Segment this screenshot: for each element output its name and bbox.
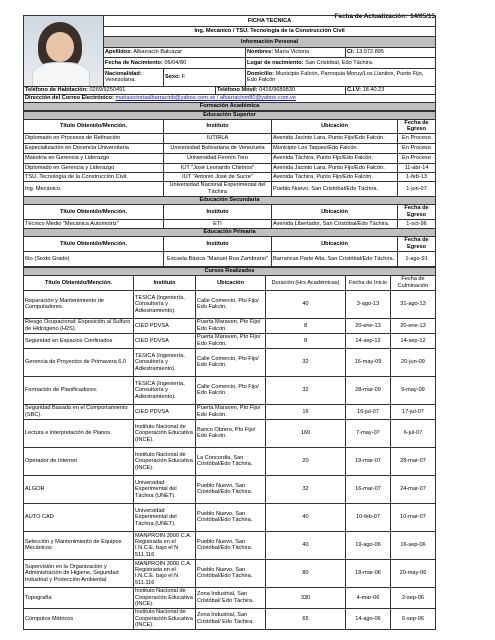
table-row <box>24 447 436 475</box>
cell-title: ALGOR <box>24 475 134 503</box>
cell-location: La Concordia, San Cristóbal/Edo Táchira. <box>196 447 266 475</box>
col-title: Título Obtenido/Mención. <box>24 204 164 219</box>
col-location: Ubicación <box>272 236 398 251</box>
cell-institute: Instituto Nacional de Cooperación Educativa (INCE). <box>134 587 196 608</box>
civ-label: C.I.V: <box>347 87 361 94</box>
ficha-tecnica-sheet <box>23 15 435 630</box>
cell-title: Seguridad en Espacios Confinados <box>24 333 134 348</box>
cell-end: 9-may-09 <box>391 376 436 404</box>
cell-duration: 20 <box>266 447 346 475</box>
cell-location: Calle Comercio, Pto Fijo/ Edo Falcón. <box>196 290 266 318</box>
cell-end: 31-ago-13 <box>391 290 436 318</box>
primaria-heading: Educación Primaria <box>24 228 436 236</box>
col-institute: Instituto <box>164 120 272 134</box>
col-duration: Duración (Hrs Académicas) <box>266 275 346 290</box>
cell-location: Municipio Los Taques/Edo Falcón. <box>272 143 398 153</box>
col-start-date: Fecha de Inicio <box>346 275 391 290</box>
sex-value: F <box>181 74 186 81</box>
col-graduation-date: Fecha de Egreso <box>398 120 436 134</box>
cell-title: Selección y Mantenimiento de Equipos Mecánicos <box>24 531 134 559</box>
cell-end: 20-ene-13 <box>391 318 436 333</box>
cell-location: Pueblo Nuevo, San Cristóbal/Edo Táchira. <box>272 181 398 196</box>
cell-location: Avenida Jacinto Lara, Punto Fijo/Edo Falcón. <box>272 163 398 172</box>
nombres-value: María Victoria <box>274 49 310 56</box>
table-row <box>24 376 436 404</box>
cell-start: 3-ago-13 <box>346 290 391 318</box>
sex-field <box>164 68 246 86</box>
cell-end: 2-sep-06 <box>391 587 436 608</box>
apellidos-field <box>104 47 246 58</box>
civ-field <box>346 87 436 95</box>
superior-heading: Educación Superior <box>24 112 436 120</box>
cell-duration: 80 <box>266 559 346 587</box>
cell-location: Avenida Jacinto Lara, Punto Fijo/Edo Falcón. <box>272 133 398 143</box>
table-row <box>24 153 436 163</box>
apellidos-value: Albarracín Balcázar <box>133 49 183 56</box>
nationality-label: Nacionalidad: <box>105 70 142 77</box>
secundaria-header-row <box>24 204 436 219</box>
cell-date: 1-oct-96 <box>398 219 436 228</box>
table-row <box>24 290 436 318</box>
mobile-phone-value: 0416/9689830 <box>259 87 295 94</box>
sex-label: Sexo: <box>165 74 181 81</box>
birth-date-value: 06/04/80 <box>164 59 187 66</box>
cell-title: Diplomado en Gerencia y Liderazgo <box>24 163 164 172</box>
cell-location: Pueblo Nuevo, San Cristóbal/Edo Táchira. <box>196 559 266 587</box>
profile-photo-cell <box>24 16 104 87</box>
cell-institute: IUT "Antonio José de Sucre" <box>164 172 272 181</box>
personal-section-heading: Información Personal <box>104 37 436 48</box>
cell-location: Pueblo Nuevo, San Cristóbal/Edo Táchira. <box>196 531 266 559</box>
email-field <box>24 95 436 103</box>
cell-title: Especialización en Docencia Universitaria <box>24 143 164 153</box>
cell-date: 1-feb-13 <box>398 172 436 181</box>
cell-date: En Proceso <box>398 143 436 153</box>
cell-start: 16-may-09 <box>346 348 391 376</box>
profile-photo <box>24 16 103 86</box>
cell-title: Supervisión en la Organización y Administración de Higiene, Seguridad Industrial y Protección Ambiental. <box>24 559 134 587</box>
col-end-date: Fecha de Culminación <box>391 275 436 290</box>
cell-location: Puerta Maraven, Pto Fijo/ Edo Falcón. <box>196 318 266 333</box>
ci-field <box>346 47 436 58</box>
table-row <box>24 531 436 559</box>
secundaria-heading: Educación Secundaria <box>24 196 436 204</box>
cell-location: Avenida Táchira, Punto Fijo/Edo Falcón. <box>272 153 398 163</box>
apellidos-label: Apellidos: <box>105 49 133 56</box>
table-row <box>24 181 436 196</box>
table-row <box>24 348 436 376</box>
cell-institute: Escuela Básica "Manuel Roa Zambrano" <box>164 251 272 266</box>
home-phone-field <box>24 87 216 95</box>
ci-label: CI: <box>347 49 355 56</box>
cell-title: 6to (Sexto Grado) <box>24 251 164 266</box>
cell-title: AUTO CAD <box>24 503 134 531</box>
cell-location: Pueblo Nuevo, San Cristóbal/Edo Táchira. <box>196 503 266 531</box>
cell-end: 20-jun-09 <box>391 348 436 376</box>
table-row <box>24 163 436 172</box>
table-row <box>24 475 436 503</box>
cell-start: 20-ene-13 <box>346 318 391 333</box>
cell-institute: MANPROIN 3000 C.A. Registrada en el I.N.C.E. bajo el N 511.116 <box>134 559 196 587</box>
cell-start: 18-mar-06 <box>346 559 391 587</box>
cell-institute: Instituto Nacional de Cooperación Educativa (INCE). <box>134 419 196 447</box>
nationality-field <box>104 68 164 86</box>
ci-value: 13.972.895 <box>356 49 385 56</box>
birth-date-field <box>104 58 246 69</box>
cell-duration: 16 <box>266 404 346 419</box>
col-institute: Instituto <box>134 275 196 290</box>
cell-end: 6-jul-07 <box>391 419 436 447</box>
cell-start: 14-sep-12 <box>346 333 391 348</box>
courses-heading: Cursos Realizados <box>24 267 436 275</box>
table-row <box>24 318 436 333</box>
cell-duration: 8 <box>266 318 346 333</box>
cell-institute: Universidad Experimental del Táchira (UNET). <box>134 475 196 503</box>
table-row <box>24 503 436 531</box>
col-title: Título Obtenido/Mención. <box>24 236 164 251</box>
cell-start: 16-jul-07 <box>346 404 391 419</box>
cell-duration: 32 <box>266 376 346 404</box>
col-location: Ubicación <box>272 120 398 134</box>
col-graduation-date: Fecha de Egreso <box>398 204 436 219</box>
birth-place-value: San Cristóbal, Edo Táchira. <box>305 59 374 66</box>
cell-duration: 32 <box>266 348 346 376</box>
cell-title: Formación de Planificadores. <box>24 376 134 404</box>
cell-institute: Universidad Experimental del Táchira (UNET). <box>134 503 196 531</box>
table-row <box>24 133 436 143</box>
cell-duration: 40 <box>266 290 346 318</box>
cell-title: Ing. Mecánico. <box>24 181 164 196</box>
cell-title: Reparación y Mantenimiento de Computadores. <box>24 290 134 318</box>
cell-start: 7-may-07 <box>346 419 391 447</box>
table-row <box>24 587 436 608</box>
cell-duration: 8 <box>266 333 346 348</box>
nationality-value: Venezolana. <box>105 77 136 84</box>
civ-value: 18.40.23 <box>362 87 385 94</box>
cell-title: Maestría en Gerencia y Liderazgo <box>24 153 164 163</box>
cell-institute: TESICA (Ingeniería, Consultoría y Adiestramiento). <box>134 376 196 404</box>
cell-institute: MANPROIN 3000 C.A. Registrada en el I.N.C.E. bajo el N 511.116 <box>134 531 196 559</box>
table-row <box>24 559 436 587</box>
col-institute: Instituto <box>164 236 272 251</box>
cell-duration: 160 <box>266 419 346 447</box>
primaria-header-row <box>24 236 436 251</box>
cell-title: Cómputos Métricos <box>24 608 134 629</box>
cell-end: 17-jul-07 <box>391 404 436 419</box>
courses-header-row <box>24 275 436 290</box>
cell-duration: 330 <box>266 587 346 608</box>
col-location: Ubicación <box>196 275 266 290</box>
mobile-phone-field <box>216 87 346 95</box>
col-location: Ubicación <box>272 204 398 219</box>
address-label: Domicilio: <box>247 70 275 77</box>
cell-start: 19-ago-06 <box>346 531 391 559</box>
cell-title: Técnico Medio "Mecánica Automotriz" <box>24 219 164 228</box>
cell-end: 14-sep-12 <box>391 333 436 348</box>
cell-institute: CIED PDVSA <box>134 333 196 348</box>
personal-info-table <box>23 15 436 111</box>
cell-location: Banco Obrero, Pto Fijo/ Edo Falcón. <box>196 419 266 447</box>
cell-location: Calle Comercio, Pto Fijo/ Edo Falcón. <box>196 376 266 404</box>
academic-section-heading: Formación Académica <box>24 103 436 111</box>
cell-institute: CIED PDVSA <box>134 318 196 333</box>
table-row <box>24 251 436 266</box>
email-value: mariavictoriaalbarracinb@yahoo.com.ve / albarracinm80@yahoo.com.ve <box>115 95 296 102</box>
col-title: Título Obtenido/Mención. <box>24 120 164 134</box>
cell-location: Puerta Maraven, Pto Fijo/ Edo Falcón. <box>196 333 266 348</box>
nombres-label: Nombres: <box>247 49 274 56</box>
cell-location: Avenida Táchira, Punto Fijo/Edo Falcón. <box>272 172 398 181</box>
courses-table <box>23 267 436 630</box>
cell-end: 24-mar-07 <box>391 475 436 503</box>
cell-end: 16-sep-06 <box>391 531 436 559</box>
sheet-subtitle: Ing. Mecánico / TSU. Tecnología de la Construcción Civil <box>104 26 436 37</box>
mobile-phone-label: Teléfono Móvil: <box>217 87 258 94</box>
birth-date-label: Fecha de Nacimiento: <box>105 59 163 66</box>
home-phone-label: Teléfono de Habitación: <box>25 87 88 94</box>
cell-institute: TESICA (Ingeniería, Consultoría y Adiestramiento). <box>134 290 196 318</box>
cell-location: Zona Industrial, San Cristóbal/ Edo Táchira. <box>196 608 266 629</box>
col-graduation-date: Fecha de Egreso <box>398 236 436 251</box>
cell-location: Calle Comercio, Pto Fijo/ Edo Falcón. <box>196 348 266 376</box>
cell-location: Pueblo Nuevo, San Cristóbal/Edo Táchira. <box>196 475 266 503</box>
cell-date: 1-ago-91 <box>398 251 436 266</box>
cell-end: 28-mar-07 <box>391 447 436 475</box>
sheet-title: FICHA TECNICA <box>104 16 436 27</box>
cell-location: Puerta Maraven, Pto Fijo/ Edo Falcón. <box>196 404 266 419</box>
cell-title: Riesgo Ocupacional: Exposición al Sulfuro de Hidrógeno (H2S). <box>24 318 134 333</box>
table-row <box>24 219 436 228</box>
cell-start: 19-mar-07 <box>346 447 391 475</box>
cell-title: Topografía <box>24 587 134 608</box>
cell-institute: Instituto Nacional de Cooperación Educativa (INCE). <box>134 447 196 475</box>
education-table <box>23 111 436 267</box>
cell-title: Operador de Internet <box>24 447 134 475</box>
cell-institute: ETI <box>164 219 272 228</box>
superior-header-row <box>24 120 436 134</box>
cell-title: Gerencia de Proyectos de Primavera 6.0 <box>24 348 134 376</box>
cell-institute: Universidad Fermín Toro <box>164 153 272 163</box>
home-phone-value: 0269/9250491 <box>89 87 126 94</box>
col-institute: Instituto <box>164 204 272 219</box>
cell-institute: TESICA (Ingeniería, Consultoría y Adiestramiento). <box>134 348 196 376</box>
cell-start: 14-ago-06 <box>346 608 391 629</box>
cell-institute: Universidad Nacional Experimental del Táchira <box>164 181 272 196</box>
cell-institute: Universidad Bolivariana de Venezuela <box>164 143 272 153</box>
cell-date: En Proceso <box>398 153 436 163</box>
cell-title: Lectura e interpretación de Planos. <box>24 419 134 447</box>
cell-end: 6-sep-06 <box>391 608 436 629</box>
cell-institute: IUT "José Leonardo Chirinos" <box>164 163 272 172</box>
cell-location: Avenida Libertador, San Cristóbal/Edo Táchira. <box>272 219 398 228</box>
address-value: Municipio Falcón, Parroquia Moruy/Los Llanitos, Punto Fijo, Edo Falcón <box>247 70 424 84</box>
cell-duration: 32 <box>266 475 346 503</box>
cell-end: 20-may-06 <box>391 559 436 587</box>
cell-title: TSU. Tecnología de la Construcción Civil. <box>24 172 164 181</box>
birth-place-field <box>246 58 436 69</box>
cell-title: Diplomado en Procesos de Refinación <box>24 133 164 143</box>
table-row <box>24 608 436 629</box>
cell-end: 10-mar-07 <box>391 503 436 531</box>
email-label: Dirección del Correo Electrónico: <box>25 95 114 102</box>
cell-date: 11-abr-14 <box>398 163 436 172</box>
table-row <box>24 404 436 419</box>
birth-place-label: Lugar de nacimiento: <box>247 59 304 66</box>
cell-start: 28-mar-09 <box>346 376 391 404</box>
table-row <box>24 143 436 153</box>
update-date-value: 14/05/15 <box>410 13 435 20</box>
table-row <box>24 172 436 181</box>
cell-date: 1-jun-07 <box>398 181 436 196</box>
table-row <box>24 419 436 447</box>
nombres-field <box>246 47 346 58</box>
table-row <box>24 333 436 348</box>
col-title: Título Obtenido/Mención. <box>24 275 134 290</box>
cell-institute: IUTIRLA <box>164 133 272 143</box>
cell-start: 16-mar-07 <box>346 475 391 503</box>
cell-title: Seguridad Basada en el Comportamiento (SBC). <box>24 404 134 419</box>
cell-institute: CIED PDVSA <box>134 404 196 419</box>
cell-duration: 40 <box>266 531 346 559</box>
cell-duration: 65 <box>266 608 346 629</box>
update-date-label: Fecha de Actualización: <box>334 13 408 20</box>
address-field <box>246 68 436 86</box>
cell-duration: 40 <box>266 503 346 531</box>
cell-start: 4-mar-06 <box>346 587 391 608</box>
cell-date: En Proceso <box>398 133 436 143</box>
cell-institute: Instituto Nacional de Cooperación Educativa (INCE). <box>134 608 196 629</box>
cell-location: Zona Industrial, San Cristóbal/ Edo Táchira. <box>196 587 266 608</box>
cell-location: Barrancas Parte Alta, San Cristóbal/Edo Táchira. <box>272 251 398 266</box>
cell-start: 10-feb-07 <box>346 503 391 531</box>
